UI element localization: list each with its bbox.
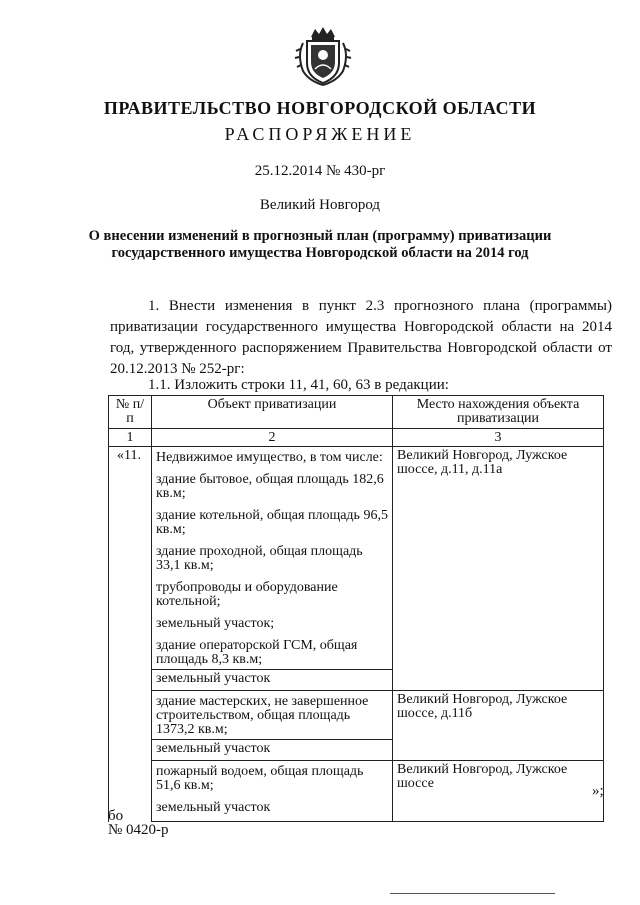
object-item: здание проходной, общая площадь 33,1 кв.м;: [156, 544, 363, 573]
government-title: ПРАВИТЕЛЬСТВО НОВГОРОДСКОЙ ОБЛАСТИ: [103, 98, 537, 118]
object-item: Недвижимое имущество, в том числе:: [156, 450, 383, 465]
object-item: земельный участок: [156, 800, 271, 815]
document-subject: [0, 228, 640, 262]
header-object: Объект приватизации: [152, 396, 393, 429]
object-item: земельный участок;: [156, 616, 275, 631]
footer-mark: бо: [108, 808, 124, 824]
subject-line-1: О внесении изменений в прогнозный план (программу) приватизации: [88, 228, 552, 244]
header-location: Место нахождения объекта приватизации: [393, 396, 604, 429]
table-row: [109, 447, 604, 691]
table-closing-mark: »;: [592, 783, 604, 799]
index-cell: 1: [109, 429, 152, 447]
paragraph-1: 1. Внести изменения в пункт 2.3 прогнозного плана (программы) приватизации государственного имущества Новгородской области на 2014 год, утвержденного распоряжением Правительства Новгородской области от 20.12.2013 № 252-рг:: [110, 298, 612, 377]
coat-of-arms-emblem: [293, 25, 353, 87]
object-item: здание котельной, общая площадь 96,5 кв.м;: [156, 508, 388, 537]
header-number: № п/п: [109, 396, 152, 429]
object-item: здание операторской ГСМ, общая площадь 8,3 кв.м;: [156, 638, 358, 667]
table-header-row: [109, 396, 604, 429]
index-cell: 2: [152, 429, 393, 447]
location-cell: Великий Новгород, Лужское шоссе, д.11, д.11а: [393, 447, 604, 691]
object-item: здание бытовое, общая площадь 182,6 кв.м;: [156, 472, 384, 501]
document-number-date: 25.12.2014 № 430-рг: [254, 163, 386, 179]
document-type: РАСПОРЯЖЕНИЕ: [224, 124, 416, 144]
table-row: [109, 761, 604, 822]
object-item: здание мастерских, не завершенное строительством, общая площадь 1373,2 кв.м;: [156, 694, 369, 737]
object-item: пожарный водоем, общая площадь 51,6 кв.м;: [156, 764, 364, 793]
signature-line: [390, 893, 555, 894]
object-item: земельный участок: [152, 739, 392, 758]
row-number: «11.: [109, 447, 152, 822]
object-cell: [152, 691, 393, 761]
index-cell: 3: [393, 429, 604, 447]
object-item: земельный участок: [152, 669, 392, 688]
object-cell: [152, 447, 393, 691]
object-item: трубопроводы и оборудование котельной;: [156, 580, 338, 609]
table-index-row: [109, 429, 604, 447]
location-cell: Великий Новгород, Лужское шоссе: [393, 761, 604, 822]
document-city: Великий Новгород: [259, 197, 381, 213]
footer-code: № 0420-р: [108, 822, 169, 838]
location-cell: Великий Новгород, Лужское шоссе, д.11б: [393, 691, 604, 761]
paragraph-1-1: 1.1. Изложить строки 11, 41, 60, 63 в редакции:: [148, 377, 449, 393]
subject-line-2: государственного имущества Новгородской области на 2014 год: [111, 245, 529, 261]
object-cell: [152, 761, 393, 822]
privatization-table: [108, 395, 604, 822]
table-row: [109, 691, 604, 761]
